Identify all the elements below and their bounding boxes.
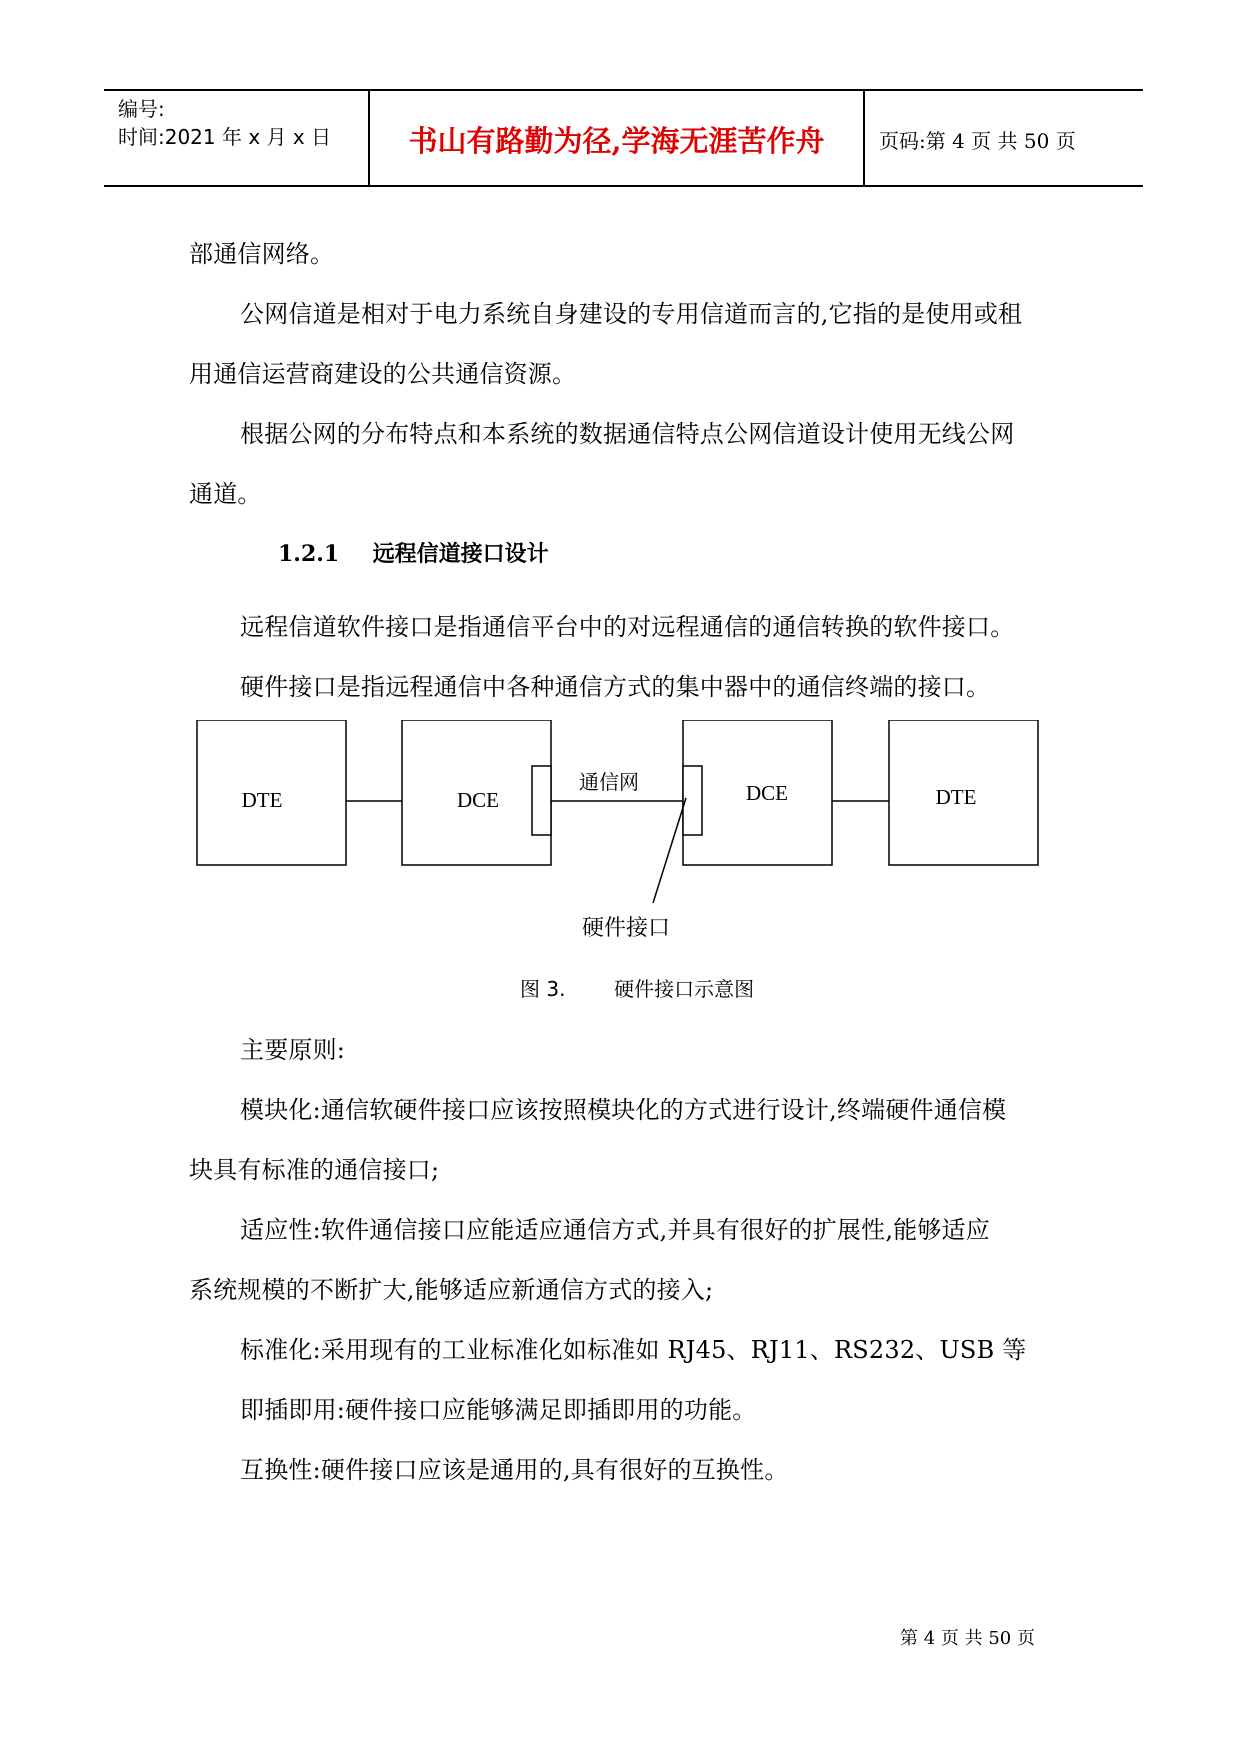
figure-caption <box>520 973 754 1002</box>
document-number-label: 编号: <box>118 97 165 121</box>
network-label: 通信网 <box>579 770 639 794</box>
principles-intro: 主要原则: <box>240 1036 346 1064</box>
paragraph-public-channel-line1: 公网信道是相对于电力系统自身建设的专用信道而言的,它指的是使用或租 <box>240 300 1023 328</box>
dte-right-label: DTE <box>935 785 977 809</box>
document-time-label: 时间:2021 年 x 月 x 日 <box>118 125 332 149</box>
callout-pointer <box>653 798 686 903</box>
header-page-info: 页码:第 4 页 共 50 页 <box>879 129 1076 153</box>
principle-plug-and-play: 即插即用:硬件接口应能够满足即插即用的功能。 <box>240 1396 757 1424</box>
dte-left-label: DTE <box>241 788 283 812</box>
paragraph-software-interface: 远程信道软件接口是指通信平台中的对远程通信的通信转换的软件接口。 <box>240 613 1015 641</box>
section-number: 1.2.1 <box>278 541 340 567</box>
principle-interchange: 互换性:硬件接口应该是通用的,具有很好的互换性。 <box>240 1456 789 1484</box>
paragraph-public-channel-line2: 用通信运营商建设的公共通信资源。 <box>189 360 577 388</box>
header-meta-cell <box>104 91 370 185</box>
header-motto: 书山有路勤为径,学海无涯苦作舟 <box>408 124 825 158</box>
dce-left-label: DCE <box>457 788 499 812</box>
page-header <box>104 89 1143 187</box>
diagram-svg <box>190 720 1070 940</box>
figure-number: 图 3. <box>520 977 566 1001</box>
principle-modular-line1: 模块化:通信软硬件接口应该按照模块化的方式进行设计,终端硬件通信模 <box>240 1096 1007 1124</box>
principle-adapt-line1: 适应性:软件通信接口应能适应通信方式,并具有很好的扩展性,能够适应 <box>240 1216 990 1244</box>
dce-left-port <box>532 766 551 835</box>
figure-title: 硬件接口示意图 <box>614 977 755 1001</box>
principle-adapt-line2: 系统规模的不断扩大,能够适应新通信方式的接入; <box>189 1276 714 1304</box>
hardware-interface-diagram <box>190 720 1070 940</box>
page-footer: 第 4 页 共 50 页 <box>900 1628 1035 1649</box>
paragraph-hardware-interface: 硬件接口是指远程通信中各种通信方式的集中器中的通信终端的接口。 <box>240 673 991 701</box>
paragraph-wireless-line1: 根据公网的分布特点和本系统的数据通信特点公网信道设计使用无线公网 <box>240 420 1015 448</box>
header-motto-cell <box>370 91 865 185</box>
section-title: 远程信道接口设计 <box>372 541 549 567</box>
principle-modular-line2: 块具有标准的通信接口; <box>189 1156 440 1184</box>
section-heading <box>278 537 549 568</box>
dce-right-label: DCE <box>746 781 788 805</box>
paragraph-continuation: 部通信网络。 <box>189 240 335 268</box>
callout-label: 硬件接口 <box>581 916 671 940</box>
header-page-cell <box>865 91 1143 185</box>
paragraph-wireless-line2: 通道。 <box>189 480 262 508</box>
principle-standard: 标准化:采用现有的工业标准化如标准如 RJ45、RJ11、RS232、USB 等 <box>240 1336 1027 1364</box>
